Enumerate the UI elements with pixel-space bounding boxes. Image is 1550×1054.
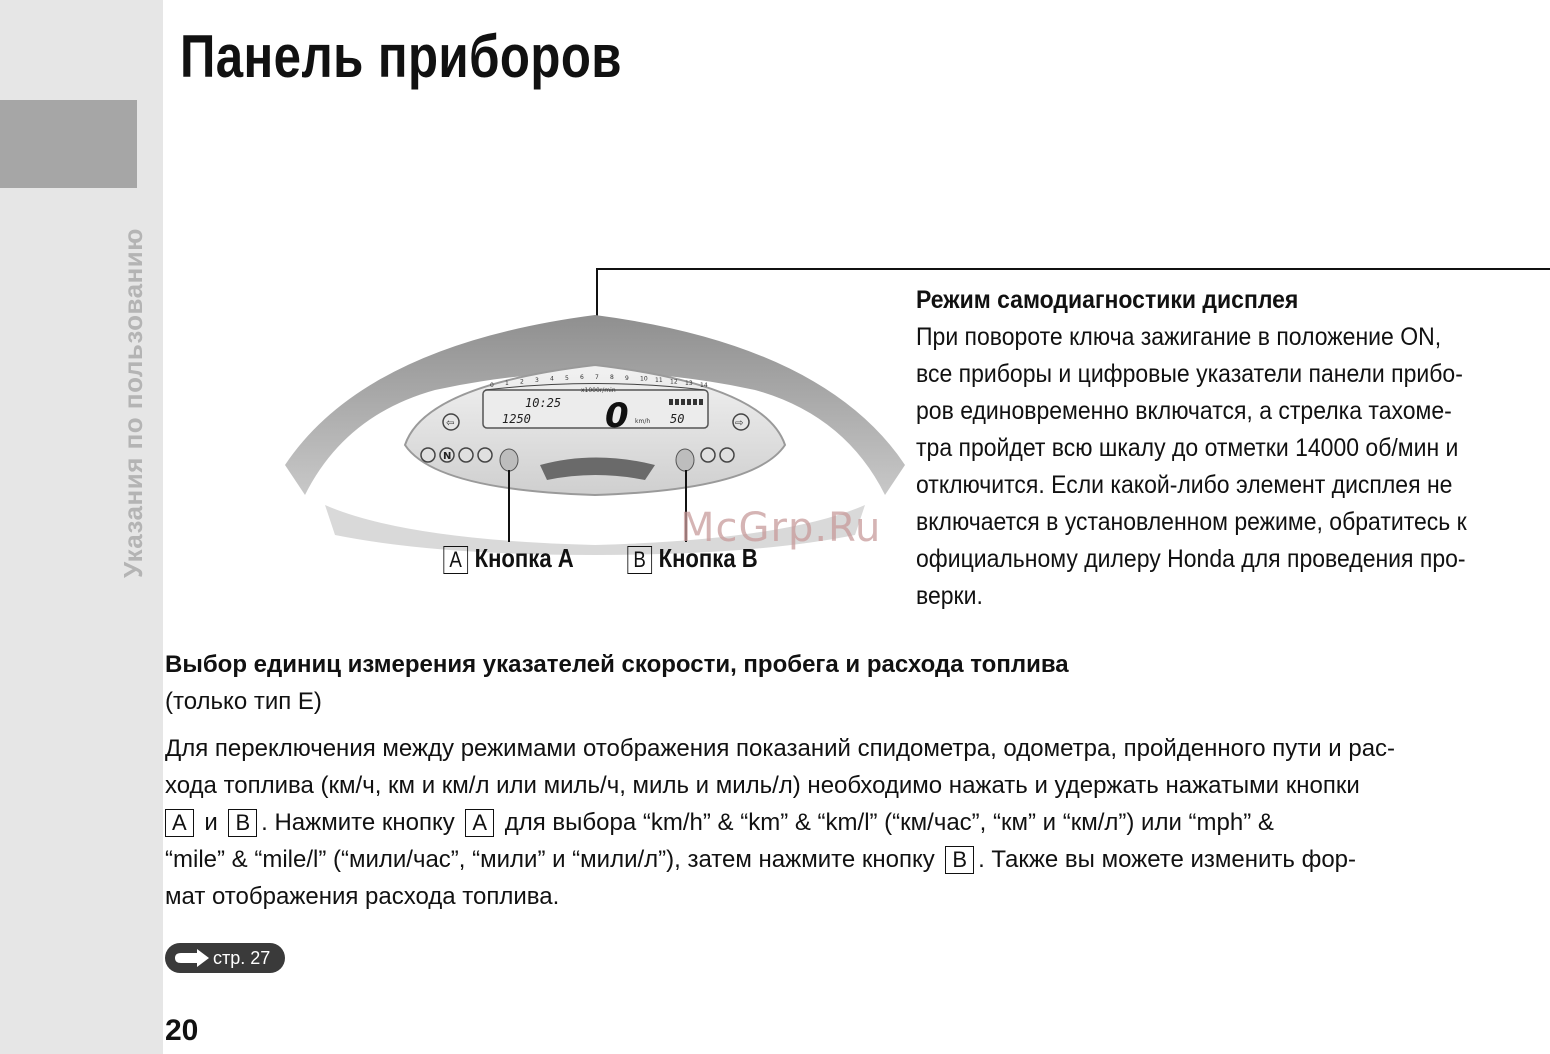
key-a-inline-2: A	[465, 809, 494, 837]
sidebar	[0, 0, 163, 1054]
units-section	[165, 646, 1540, 915]
button-b-caption: Кнопка B	[658, 543, 758, 573]
tach-tick-label: 6	[580, 374, 584, 382]
units-line-3-mid: . Нажмите кнопку	[261, 809, 455, 836]
key-b-inline: B	[228, 809, 257, 837]
tach-tick-label: 9	[625, 374, 629, 382]
units-line-4	[165, 841, 1540, 878]
svg-text:⇦: ⇦	[446, 418, 455, 429]
diagnostics-line: тра пройдет всю шкалу до отметки 14000 об/мин и	[916, 434, 1459, 462]
units-line-1: Для переключения между режимами отображения показаний спидометра, одометра, пройденного пути и рас-	[165, 735, 1396, 762]
units-subheading: (только тип E)	[165, 688, 322, 715]
diagnostics-section	[916, 282, 1496, 615]
units-line-4-end: . Также вы можете изменить фор-	[978, 846, 1357, 873]
button-b-knob	[676, 449, 694, 471]
tach-tick-label: 7	[595, 374, 599, 381]
button-a-label	[440, 543, 574, 574]
callout-line	[596, 268, 1550, 270]
diagnostics-line: верки.	[916, 582, 983, 610]
units-line-3-end: для выбора “km/h” & “km” & “km/l” (“км/час”, “км” и “км/л”) или “mph” &	[504, 809, 1274, 836]
diagnostics-line: ров единовременно включатся, а стрелка тахоме-	[916, 397, 1452, 425]
page-reference-text: стр. 27	[213, 948, 271, 968]
tach-tick-label: 12	[670, 378, 678, 386]
button-a-caption: Кнопка A	[474, 543, 574, 573]
tach-tick-label: 0	[490, 382, 494, 389]
temperature-readout: 50	[670, 412, 685, 426]
diagnostics-line: официальному дилеру Honda для проведения про-	[916, 545, 1466, 573]
units-line-4-text: “mile” & “mile/l” (“мили/час”, “мили” и “мили/л”), затем нажмите кнопку	[165, 846, 935, 873]
tach-tick-label: 5	[565, 374, 569, 382]
tach-tick-label: 13	[685, 380, 693, 388]
units-line-3	[165, 804, 1540, 841]
page-number: 20	[165, 1014, 199, 1047]
clock-readout: 10:25	[525, 396, 562, 410]
page-reference-link[interactable]	[165, 943, 285, 973]
tach-tick-label: 11	[655, 377, 663, 384]
diagnostics-line: все приборы и цифровые указатели панели прибо-	[916, 360, 1463, 388]
svg-text:⇨: ⇨	[735, 418, 744, 429]
units-line-5: мат отображения расхода топлива.	[165, 883, 560, 910]
odometer-readout: 1250	[502, 412, 531, 426]
section-tab	[0, 100, 137, 188]
diagnostics-line: При повороте ключа зажигание в положение ON,	[916, 323, 1442, 351]
tach-tick-label: 14	[700, 382, 708, 389]
tach-tick-label: 1	[505, 380, 509, 388]
speed-readout: 0	[605, 396, 629, 436]
svg-text:N: N	[443, 451, 452, 462]
watermark: McGrp.Ru	[680, 505, 882, 551]
tach-tick-label: 8	[610, 374, 614, 382]
section-label: Указания по пользованию	[118, 228, 148, 578]
button-a-knob	[500, 449, 518, 471]
tach-tick-label: 3	[535, 377, 539, 384]
tach-tick-label: 4	[550, 375, 554, 383]
button-a-leader	[508, 470, 510, 542]
rpm-label: x1000r/min	[581, 387, 616, 394]
button-b-key: B	[627, 546, 651, 574]
diagnostics-heading: Режим самодиагностики дисплея	[916, 286, 1299, 314]
units-line-2: хода топлива (км/ч, км и км/л или миль/ч, миль и миль/л) необходимо нажать и удержать нажатыми кнопки	[165, 772, 1360, 799]
key-a-inline: A	[165, 809, 194, 837]
tach-tick-label: 2	[520, 378, 524, 386]
button-a-key: A	[443, 546, 467, 574]
key-b-inline-2: B	[945, 846, 974, 874]
and-word: и	[204, 809, 218, 836]
diagnostics-line: включается в установленном режиме, обратитесь к	[916, 508, 1467, 536]
speed-unit: km/h	[635, 418, 651, 425]
arrow-right-icon	[173, 949, 211, 967]
tach-tick-label: 10	[640, 375, 648, 383]
units-heading: Выбор единиц измерения указателей скорости, пробега и расхода топлива	[165, 651, 1069, 678]
diagnostics-line: отключится. Если какой-либо элемент дисплея не	[916, 471, 1453, 499]
page-title: Панель приборов	[180, 23, 622, 90]
